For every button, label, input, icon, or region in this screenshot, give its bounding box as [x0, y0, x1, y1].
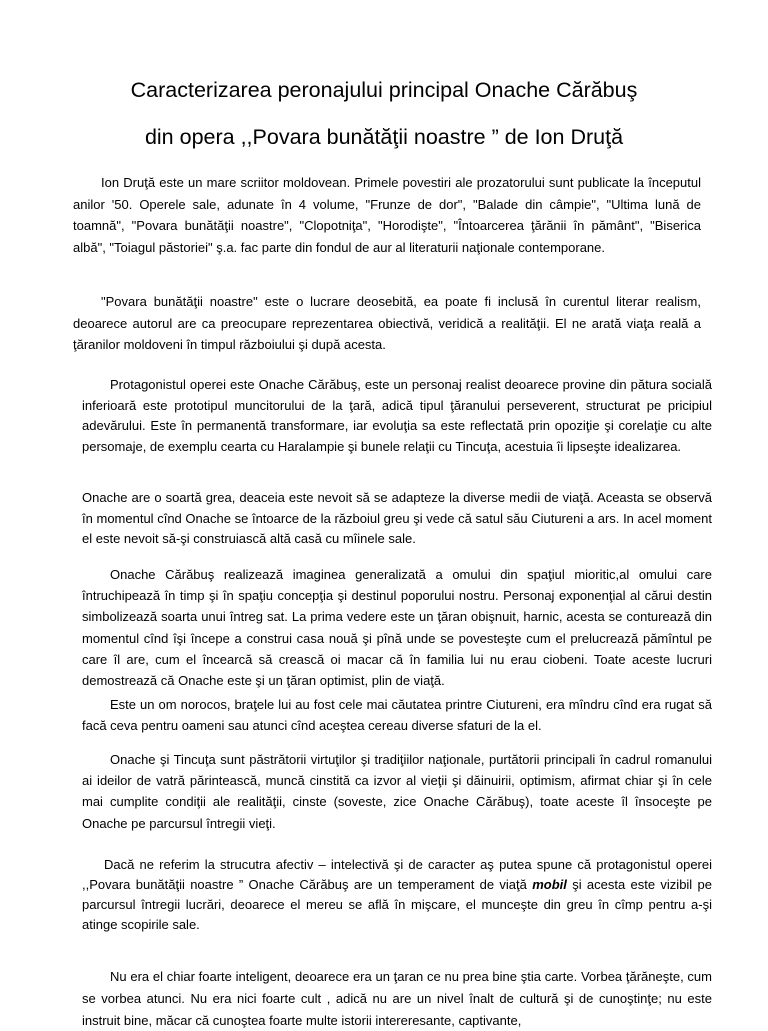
- document-title-line-2: din opera ,,Povara bunătăţii noastre ” de Ion Druţă: [144, 125, 624, 149]
- paragraph-protagonist: Protagonistul operei este Onache Cărăbuş, este un personaj realist deoarece provine din pătura socială inferioară este prototipul muncitorului de la ţară, adică tipul ţăranului perseverent, structurat pe pricipiul adevărului. Este în permanentă transformare, iar evoluţia sa este reflectată prin opoziţie şi corelaţie cu alte persomaje, de exemplu cearta cu Haralampie şi bunele relaţii cu Tincuţa, acestuia îi lipseşte idealizarea.: [82, 377, 712, 454]
- document-title-line-1: Caracterizarea peronajului principal Onache Cărăbuş: [130, 78, 638, 102]
- temperament-text-before: Dacă ne referim la strucutra afectiv – intelectivă şi de caracter aş putea spune că protagonistul operei ,,Povara bunătăţii noastre ” Onache Cărăbuş are un temperament de viaţă: [82, 857, 712, 892]
- paragraph-work-realism: "Povara bunătăţii noastre" este o lucrare deosebită, ea poate fi inclusă în curentul literar realism, deoarece autorul are ca preocupare reprezentarea obiectivă, veridică a realităţii. El ne arată viaţa reală a ţăranilor moldoveni în timpul războiului şi după acesta.: [73, 294, 701, 353]
- paragraph-temperament: [82, 855, 712, 935]
- emphasized-word-mobil: mobil: [532, 877, 567, 892]
- paragraph-keepers-of-virtues: Onache şi Tincuţa sunt păstrătorii virtuţilor şi tradiţiilor naţionale, purtătorii principali în cadrul romanului ai ideilor de vatră părintească, muncă cinstită ca izvor al vieţii şi dăinuirii, optimism, afirmat chiar şi în cele mai cumplite condiţii ale realităţii, cinste (soveste, zice Onache Cărăbuş), toate aceste îl însoceşte pe Onache pe parcursul întregii vieţi.: [82, 752, 712, 831]
- paragraph-generalized-image: Onache Cărăbuş realizează imaginea generalizată a omului din spaţiul mioritic,al omului care întruchipează în timp şi în spaţiu concepţia şi destinul poporului nostru. Personaj exponenţial al cărui destin simbolizează soarta unui întreg sat. La prima vedere este un ţăran obişnuit, harnic, acesta se conturează din momentul cînd îşi începe a construi casa nouă şi pînă unde se povesteşte cum el prelucrează pămîntul pe care îl are, cum el încearcă să crească oi macar că în familia lui nu erau ciobeni. Toate aceste lucruri demostrează că Onache este şi un ţăran optimist, plin de viaţă.: [82, 567, 712, 689]
- paragraph-lucky-man: Este un om norocos, braţele lui au fost cele mai căutatea printre Ciutureni, era mîndru cînd era rugat să facă ceva pentru oameni sau atunci cînd aceştea cereau diverse sfaturi de la el.: [82, 697, 712, 734]
- temperament-text-after: şi acesta este vizibil pe parcursul întregii lucrări, deoarece el mereu se află în mişcare, el munceşte din greu în cîmp pentru a-şi atinge scopirile sale.: [82, 877, 712, 932]
- paragraph-intelligence: Nu era el chiar foarte inteligent, deoarece era un ţaran ce nu prea bine ştia carte. Vorbea ţărăneşte, cum se vorbea atunci. Nu era nici foarte cult , adică nu are un nivel înalt de cultură şi de cunoştinţe; nu este instruit bine, măcar că cunoştea foarte multe istorii intereresante, captivante,: [82, 969, 712, 1028]
- paragraph-hard-fate: Onache are o soartă grea, deaceia este nevoit să se adapteze la diverse medii de viaţă. Aceasta se observă în momentul cînd Onache se întoarce de la războiul greu şi vede că satul său Ciutureni a ars. In acel moment el este nevoit să-şi construiască altă casă cu mîinele sale.: [82, 490, 712, 546]
- paragraph-intro-author: Ion Druţă este un mare scriitor moldovean. Primele povestiri ale prozatorului sunt publicate la începutul anilor '50. Operele sale, adunate în 4 volume, "Frunze de dor", "Balade din câmpie", "Ultima lună de toamnă", "Povara bunătăţii noastre", "Clopotniţa", "Horodişte", "Întoarcerea ţărănii în pământ", "Biserica albă", "Toiagul păstoriei" ş.a. fac parte din fondul de aur al literaturii naţionale contemporane.: [73, 175, 701, 255]
